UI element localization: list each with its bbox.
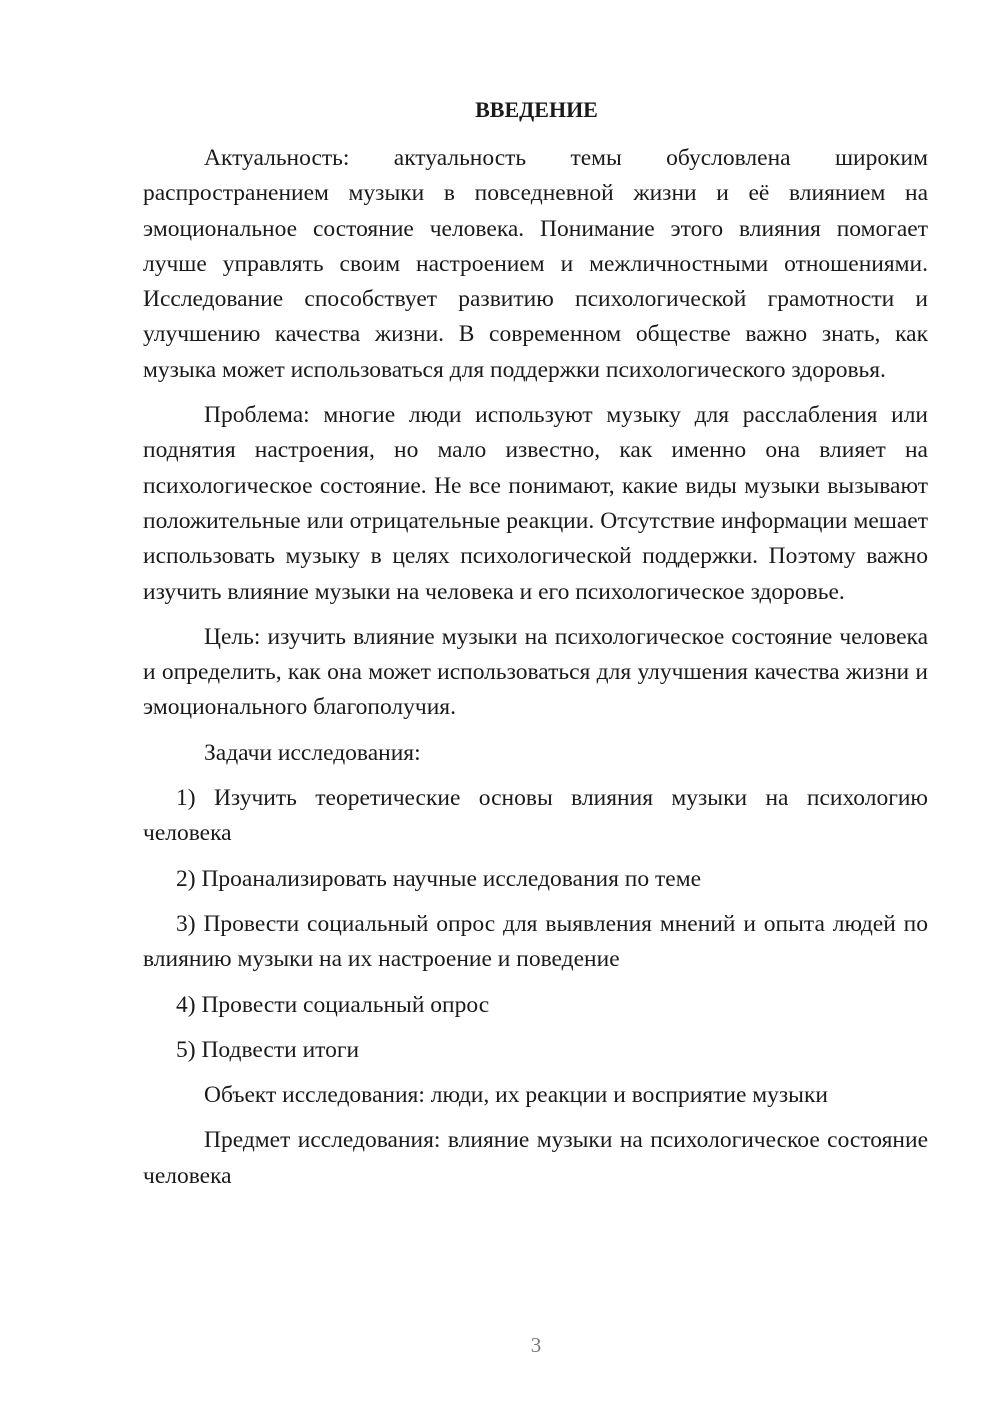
relevance-paragraph: Актуальность: актуальность темы обусловлена широким распространением музыки в повседневной жизни и её влиянием на эмоциональное состояние человека. Понимание этого влияния помогает лучше управлять своим настроением и межличностными отношениями. Исследование способствует развитию психологической грамотности и улучшению качества жизни. В современном обществе важно знать, как музыка может использоваться для поддержки психологического здоровья. xyxy=(143,145,928,383)
tasks-list xyxy=(143,781,928,1068)
problem-paragraph: Проблема: многие люди используют музыку для расслабления или поднятия настроения, но мало известно, как именно она влияет на психологическое состояние. Не все понимают, какие виды музыки вызывают положительные или отрицательные реакции. Отсутствие информации мешает использовать музыку в целях психологической поддержки. Поэтому важно изучить влияние музыки на человека и его психологическое здоровье. xyxy=(143,402,928,605)
page-number: 3 xyxy=(530,1333,542,1357)
list-item: 4) Провести социальный опрос xyxy=(176,991,490,1018)
tasks-heading: Задачи исследования: xyxy=(204,739,421,766)
list-item: 3) Провести социальный опрос для выявления мнений и опыта людей по влиянию музыки на их настроение и поведение xyxy=(143,910,928,973)
goal-paragraph: Цель: изучить влияние музыки на психологическое состояние человека и определить, как она может использоваться для улучшения качества жизни и эмоционального благополучия. xyxy=(143,623,928,721)
page-content xyxy=(143,92,928,1194)
list-item: 5) Подвести итоги xyxy=(176,1036,360,1063)
object-paragraph: Объект исследования: люди, их реакции и восприятие музыки xyxy=(204,1082,828,1109)
list-item: 1) Изучить теоретические основы влияния музыки на психологию человека xyxy=(143,785,928,847)
page-title: ВВЕДЕНИЕ xyxy=(475,97,598,122)
list-item: 2) Проанализировать научные исследования по теме xyxy=(176,865,701,892)
subject-paragraph: Предмет исследования: влияние музыки на психологическое состояние человека xyxy=(143,1127,928,1189)
